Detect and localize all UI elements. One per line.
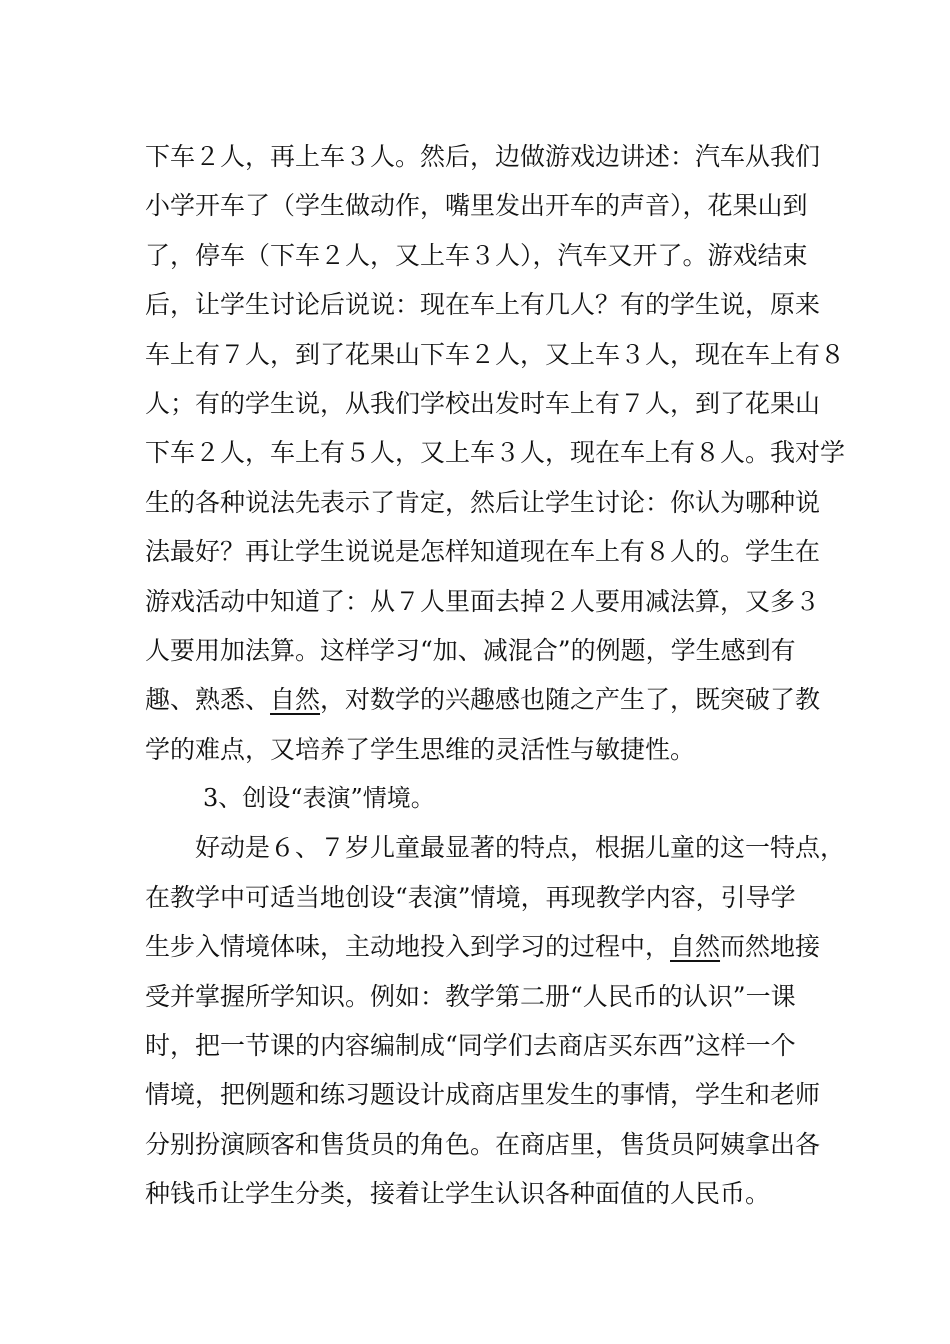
text-line: 下车２人，再上车３人。然后，边做游戏边讲述：汽车从我们: [145, 142, 821, 171]
text-line: 小学开车了（学生做动作，嘴里发出开车的声音），花果山到: [145, 191, 808, 221]
text-segment: 而然地接: [720, 932, 821, 962]
text-line: 情境，把例题和练习题设计成商店里发生的事情，学生和老师: [145, 1080, 821, 1110]
text-line: 时，把一节课的内容编制成“同学们去商店买东西”这样一个: [145, 1031, 796, 1061]
text-line: 种钱币让学生分类，接着让学生认识各种面值的人民币。: [145, 1179, 771, 1209]
text-line: [145, 922, 825, 971]
text-line: 游戏活动中知道了：从７人里面去掉２人要用减法算，又多３: [145, 586, 821, 616]
text-segment: ，对数学的兴趣感也随之产生了，既突破了教: [320, 685, 821, 715]
text-line: 生的各种说法先表示了肯定，然后让学生讨论：你认为哪种说: [145, 487, 821, 517]
document-body: [145, 132, 846, 1219]
underlined-word-link[interactable]: 自然: [270, 685, 321, 715]
text-line: 学的难点，又培养了学生思维的灵活性与敏捷性。: [145, 734, 696, 764]
text-line: 在教学中可适当地创设“表演”情境，再现教学内容，引导学: [145, 882, 796, 912]
text-line: [145, 675, 825, 724]
text-line: 后，让学生讨论后说说：现在车上有几人？有的学生说，原来: [145, 290, 821, 320]
text-line: 了，停车（下车２人，又上车３人），汽车又开了。游戏结束: [145, 240, 808, 270]
text-line: 受并掌握所学知识。例如：教学第二册“人民币的认识”一课: [145, 981, 796, 1011]
text-line: 分别扮演顾客和售货员的角色。在商店里，售货员阿姨拿出各: [145, 1129, 821, 1159]
text-line: 下车２人，车上有５人，又上车３人，现在车上有８人。我对学: [145, 438, 846, 468]
text-segment: 趣、熟悉、: [145, 685, 271, 715]
text-line: 车上有７人，到了花果山下车２人，又上车３人，现在车上有８: [145, 339, 846, 369]
text-line: 法最好？再让学生说说是怎样知道现在车上有８人的。学生在: [145, 537, 821, 567]
text-line: 人；有的学生说，从我们学校出发时车上有７人，到了花果山: [145, 388, 821, 418]
text-segment: 生步入情境体味，主动地投入到学习的过程中，: [145, 932, 671, 962]
section-heading: 3、创设“表演”情境。: [203, 784, 435, 813]
paragraph-first-line: 好动是６、７岁儿童最显著的特点，根据儿童的这一特点，: [195, 833, 846, 863]
underlined-word-link[interactable]: 自然: [670, 932, 721, 962]
text-line: 人要用加法算。这样学习“加、减混合”的例题，学生感到有: [145, 635, 796, 665]
